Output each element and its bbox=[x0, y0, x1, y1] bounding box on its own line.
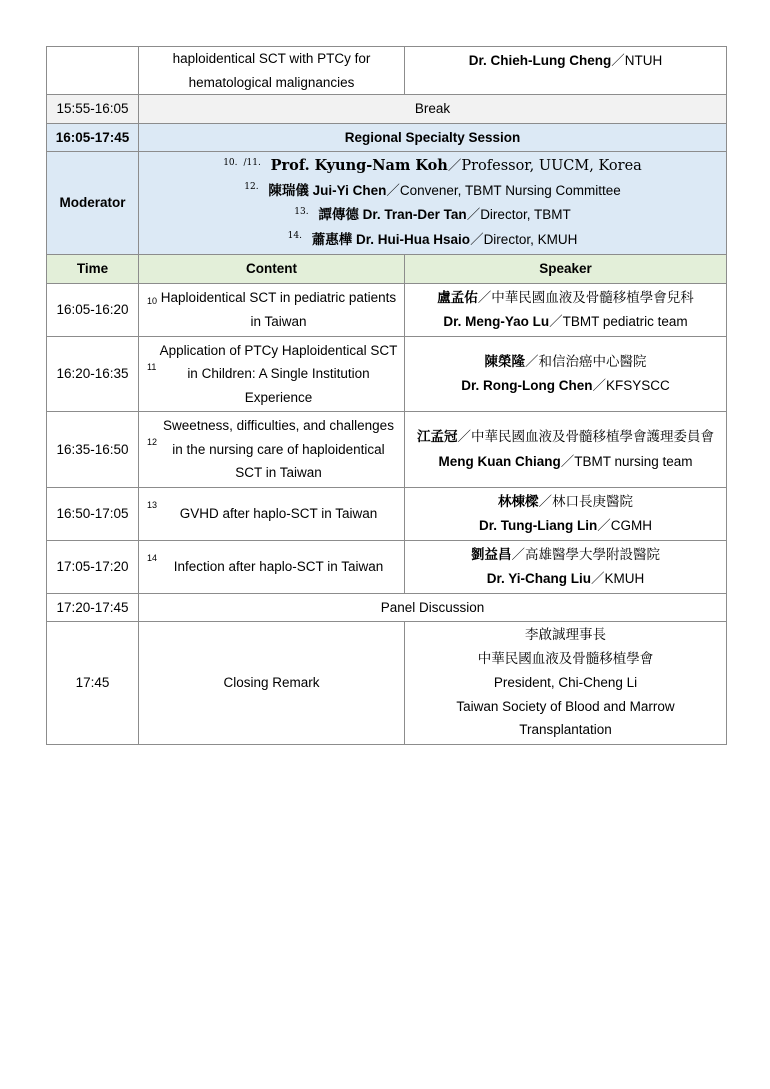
moderator-name: Jui-Yi Chen bbox=[312, 182, 387, 198]
panel-row bbox=[47, 593, 727, 622]
header-speaker: Speaker bbox=[405, 255, 727, 284]
time-cell: 17:45 bbox=[47, 622, 139, 745]
content-cell bbox=[139, 336, 405, 412]
moderator-number: 10. bbox=[223, 157, 238, 168]
speaker-name-zh: 劉益昌 bbox=[471, 546, 512, 563]
separator: ／ bbox=[597, 518, 611, 533]
break-label: Break bbox=[139, 95, 727, 124]
speaker-name-zh: 陳榮隆 bbox=[484, 353, 525, 370]
speaker-affiliation-zh: 中華民國血液及骨髓移植學會護理委員會 bbox=[471, 429, 714, 446]
talk-number: 12 bbox=[147, 437, 158, 447]
closing-society: Taiwan Society of Blood and Marrow Transplantation bbox=[456, 698, 675, 737]
speaker-name: Dr. Rong-Long Chen bbox=[461, 378, 593, 394]
closing-society-zh: 中華民國血液及骨髓移植學會 bbox=[477, 650, 654, 667]
content-cell bbox=[139, 47, 405, 95]
time-cell: 15:55-16:05 bbox=[47, 95, 139, 124]
moderator-name-zh: 蕭惠樺 bbox=[311, 231, 353, 248]
speaker-cell bbox=[405, 487, 727, 540]
moderator-name: Prof. Kyung-Nam Koh bbox=[270, 157, 448, 174]
talk-title: Haploidentical SCT in pediatric patients in Taiwan bbox=[160, 290, 397, 329]
talk-title: Infection after haplo-SCT in Taiwan bbox=[173, 558, 384, 574]
table-row bbox=[47, 540, 727, 593]
separator: ／ bbox=[477, 289, 492, 306]
content-cell bbox=[139, 412, 405, 488]
moderator-row bbox=[47, 152, 727, 255]
speaker-name: Dr. Tung-Liang Lin bbox=[479, 518, 598, 533]
talk-title: GVHD after haplo-SCT in Taiwan bbox=[179, 505, 378, 521]
moderator-number: /11. bbox=[243, 157, 261, 168]
content-cell: Closing Remark bbox=[139, 622, 405, 745]
talk-title: Application of PTCy Haploidentical SCT in Children: A Single Institution Experience bbox=[159, 342, 398, 405]
separator: ／ bbox=[511, 546, 525, 563]
speaker-affiliation-zh: 高雄醫學大學附設醫院 bbox=[525, 546, 660, 563]
table-row bbox=[47, 283, 727, 336]
talk-title: haploidentical SCT with PTCy for hematological malignancies bbox=[172, 51, 371, 90]
speaker-name: Dr. Yi-Chang Liu bbox=[486, 571, 591, 586]
time-cell: 16:20-16:35 bbox=[47, 336, 139, 412]
table-row bbox=[47, 412, 727, 488]
time-cell: 16:50-17:05 bbox=[47, 487, 139, 540]
moderator-name: Dr. Tran-Der Tan bbox=[362, 207, 467, 222]
separator: ／ bbox=[549, 314, 563, 329]
table-row bbox=[47, 336, 727, 412]
moderator-affiliation: Professor, UUCM, Korea bbox=[461, 158, 642, 174]
speaker-name: Dr. Chieh-Lung Cheng bbox=[468, 53, 612, 68]
moderator-item bbox=[143, 228, 722, 253]
speaker-affiliation: KFSYSCC bbox=[605, 378, 670, 394]
moderator-label: Moderator bbox=[47, 152, 139, 255]
speaker-affiliation: TBMT pediatric team bbox=[562, 314, 688, 329]
closing-speaker: President, Chi-Cheng Li bbox=[493, 675, 638, 690]
time-cell: 16:35-16:50 bbox=[47, 412, 139, 488]
separator: ／ bbox=[457, 429, 471, 446]
separator: ／ bbox=[525, 353, 539, 370]
column-header-row bbox=[47, 255, 727, 284]
separator: ／ bbox=[386, 182, 400, 198]
speaker-name-zh: 林棟樑 bbox=[498, 493, 539, 510]
moderator-affiliation: Director, TBMT bbox=[480, 207, 571, 222]
speaker-affiliation: KMUH bbox=[604, 571, 645, 586]
moderator-item bbox=[143, 154, 722, 179]
talk-number: 11 bbox=[147, 361, 157, 372]
moderator-affiliation: Convener, TBMT Nursing Committee bbox=[399, 182, 621, 198]
time-cell: 17:05-17:20 bbox=[47, 540, 139, 593]
moderator-name-zh: 陳瑞儀 bbox=[268, 182, 309, 199]
speaker-affiliation: TBMT nursing team bbox=[574, 453, 693, 469]
content-cell bbox=[139, 487, 405, 540]
session-title: Regional Specialty Session bbox=[139, 123, 727, 152]
talk-number: 10 bbox=[147, 295, 158, 306]
speaker-affiliation: NTUH bbox=[624, 53, 663, 68]
talk-number: 13 bbox=[147, 499, 158, 510]
break-row bbox=[47, 95, 727, 124]
moderator-name: Dr. Hui-Hua Hsaio bbox=[356, 231, 471, 247]
table-row bbox=[47, 47, 727, 95]
moderator-affiliation: Director, KMUH bbox=[483, 231, 578, 247]
speaker-name: Meng Kuan Chiang bbox=[438, 453, 561, 469]
moderator-item bbox=[143, 203, 722, 228]
speaker-affiliation-zh: 中華民國血液及骨髓移植學會兒科 bbox=[491, 289, 694, 306]
closing-row bbox=[47, 622, 727, 745]
time-cell: 16:05-16:20 bbox=[47, 283, 139, 336]
session-row bbox=[47, 123, 727, 152]
moderator-number: 13. bbox=[294, 206, 309, 217]
moderator-item bbox=[143, 179, 722, 204]
speaker-affiliation-zh: 林口長庚醫院 bbox=[552, 493, 633, 510]
separator: ／ bbox=[466, 207, 481, 222]
separator: ／ bbox=[592, 378, 606, 394]
header-content: Content bbox=[139, 255, 405, 284]
separator: ／ bbox=[447, 158, 462, 174]
speaker-cell bbox=[405, 622, 727, 745]
speaker-cell bbox=[405, 336, 727, 412]
table-row bbox=[47, 487, 727, 540]
content-cell bbox=[139, 283, 405, 336]
moderator-number: 12. bbox=[244, 182, 259, 192]
speaker-name-zh: 江孟冠 bbox=[417, 429, 458, 446]
time-cell: 17:20-17:45 bbox=[47, 593, 139, 622]
speaker-affiliation-zh: 和信治癌中心醫院 bbox=[538, 353, 647, 370]
speaker-cell bbox=[405, 283, 727, 336]
moderator-list bbox=[139, 152, 727, 255]
moderator-number: 14. bbox=[287, 231, 302, 241]
content-cell bbox=[139, 540, 405, 593]
talk-title: Sweetness, difficulties, and challenges in the nursing care of haploidentical SCT in Taiwan bbox=[163, 418, 394, 480]
separator: ／ bbox=[591, 571, 605, 586]
moderator-name-zh: 譚傳德 bbox=[318, 207, 359, 223]
schedule-table bbox=[46, 46, 727, 745]
speaker-name: Dr. Meng-Yao Lu bbox=[443, 314, 550, 329]
separator: ／ bbox=[611, 53, 625, 68]
header-time: Time bbox=[47, 255, 139, 284]
speaker-cell bbox=[405, 47, 727, 95]
talk-number: 14 bbox=[147, 552, 158, 563]
time-cell bbox=[47, 47, 139, 95]
separator: ／ bbox=[560, 453, 575, 469]
speaker-cell bbox=[405, 412, 727, 488]
panel-label: Panel Discussion bbox=[139, 593, 727, 622]
speaker-cell bbox=[405, 540, 727, 593]
separator: ／ bbox=[538, 493, 552, 510]
speaker-affiliation: CGMH bbox=[610, 518, 652, 533]
closing-speaker-zh: 李啟誠理事長 bbox=[525, 627, 606, 643]
time-cell: 16:05-17:45 bbox=[47, 123, 139, 152]
speaker-name-zh: 盧孟佑 bbox=[437, 289, 478, 306]
separator: ／ bbox=[470, 231, 484, 247]
